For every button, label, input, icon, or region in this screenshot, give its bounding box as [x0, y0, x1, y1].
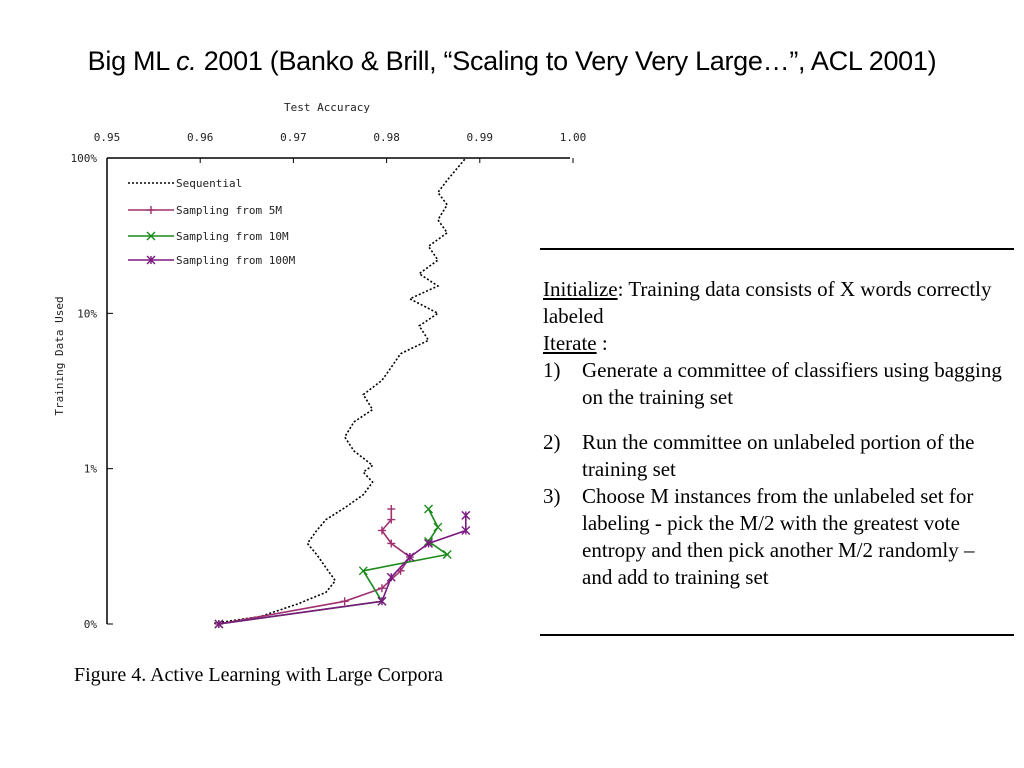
series-sampling-from-5m-line	[219, 509, 410, 624]
step-text: Run the committee on unlabeled portion of the training set	[582, 430, 975, 481]
x-tick-label: 0.99	[466, 131, 494, 144]
x-tick-label: 0.97	[280, 131, 307, 144]
y-axis-label: Training Data Used	[53, 296, 66, 416]
x-tick-label: 0.96	[186, 131, 214, 144]
series-sampling-from-100m-line	[219, 515, 466, 624]
initialize-line	[543, 276, 1010, 330]
title-italic: c.	[176, 46, 197, 76]
y-tick-label: 1%	[83, 462, 97, 476]
x-tick-label: 1.00	[559, 131, 587, 144]
initialize-label: Initialize	[543, 277, 618, 301]
series-sequential-line	[214, 158, 466, 623]
step-list	[543, 357, 1010, 591]
step-item	[543, 483, 1010, 591]
step-text: Choose M instances from the unlabeled set for labeling - pick the M/2 with the greatest vote entropy and then pick another M/2 randomly – and add to training set	[582, 484, 975, 589]
y-tick-label: 0%	[83, 618, 97, 631]
title-part-1: Big ML	[87, 46, 177, 76]
y-tick-label: 100%	[70, 152, 97, 165]
iterate-colon: :	[596, 331, 608, 355]
iterate-label: Iterate	[543, 331, 597, 355]
step-number: 3)	[543, 484, 561, 508]
y-tick-label: 10%	[77, 307, 97, 321]
chart-title: Test Accuracy	[283, 101, 371, 114]
legend-label: Sequential	[176, 177, 243, 190]
step-text: Generate a committee of classifiers using bagging on the training set	[582, 358, 1002, 409]
iterate-line	[543, 330, 1010, 357]
legend-label: Sampling from 100M	[176, 254, 296, 267]
figure-caption: Figure 4. Active Learning with Large Corpora	[74, 664, 443, 686]
step-number: 1)	[543, 358, 561, 382]
series-group	[214, 158, 470, 628]
x-tick-label: 0.98	[373, 131, 400, 144]
x-tick-label: 0.95	[93, 131, 121, 144]
legend	[128, 177, 296, 267]
legend-label: Sampling from 5M	[176, 204, 282, 217]
title-part-2: 2001 (Banko & Brill, “Scaling to Very Very Large…”, ACL 2001)	[196, 46, 937, 76]
step-number: 2)	[543, 430, 561, 454]
step-item	[543, 357, 1010, 411]
legend-label: Sampling from 10M	[176, 230, 289, 243]
step-item	[543, 429, 1010, 483]
initialize-text: : Training data consists of X words correctly labeled	[543, 277, 992, 328]
series-sampling-from-10m-line	[219, 509, 447, 624]
algorithm-box	[540, 248, 1014, 636]
